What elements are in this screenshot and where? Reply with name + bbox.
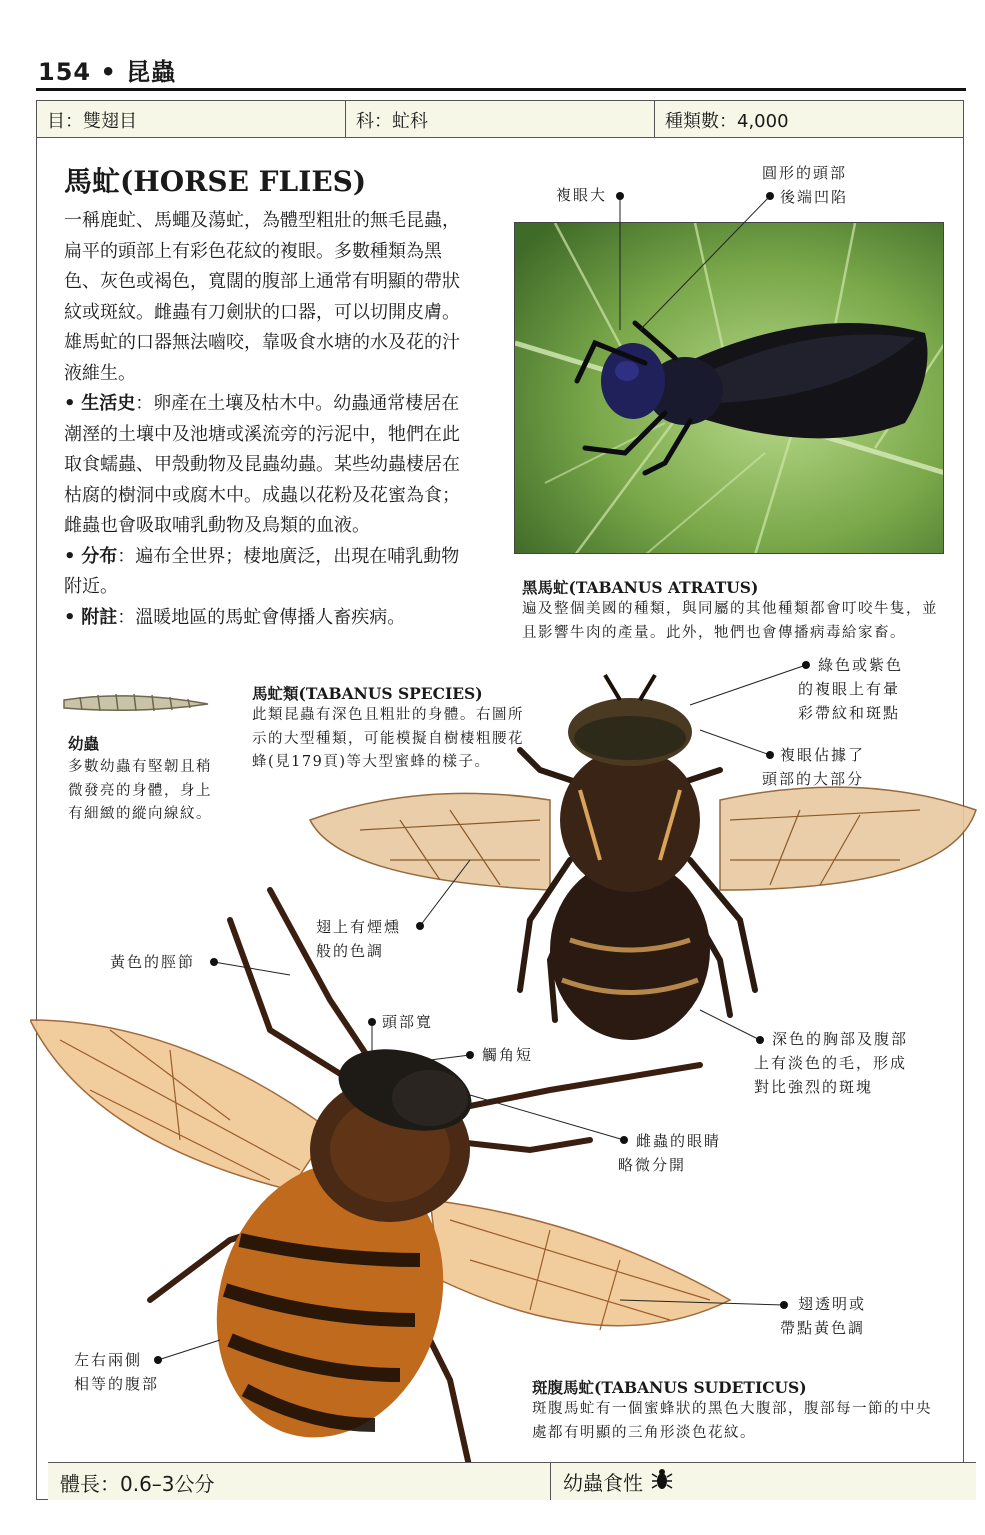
- label-antenna: 觸角短: [482, 1046, 534, 1064]
- black-fly-title: 黑馬虻(TABANUS ATRATUS): [522, 578, 759, 597]
- body-length: 體長：0.6–3公分: [48, 1463, 551, 1500]
- label-symmetric-2: 相等的腹部: [74, 1375, 160, 1393]
- life-history-text: ：卵產在土壤及枯木中。幼蟲通常棲居在潮溼的土壤中及池塘或溪流旁的污泥中，牠們在此取食蠕蟲、甲殼動物及昆蟲幼蟲。某些幼蟲棲居在枯腐的樹洞中或腐木中。成蟲以花粉及花蜜為食；雌蟲也會吸取哺乳動物及鳥類的血液。: [64, 393, 460, 536]
- label-green-eye-3: 彩帶紋和斑點: [798, 704, 901, 722]
- larva-title: 幼蟲: [68, 734, 100, 753]
- sudeticus-title: 斑腹馬虻(TABANUS SUDETICUS): [532, 1378, 807, 1397]
- label-symmetric-1: 左右兩側: [74, 1351, 143, 1369]
- bullet-icon: •: [64, 606, 76, 628]
- label-tibia: 黃色的脛節: [110, 953, 196, 971]
- species-count-cell: 種類數：4,000: [665, 111, 789, 132]
- label-thorax-3: 對比強烈的斑塊: [754, 1078, 874, 1096]
- page-number: 154: [38, 58, 92, 86]
- label-thorax-1: 深色的胸部及腹部: [772, 1030, 909, 1048]
- intro-paragraph: 一稱鹿虻、馬蠅及蕩虻，為體型粗壯的無毛昆蟲，扁平的頭部上有彩色花紋的複眼。多數種類為黑色、灰色或褐色，寬闊的腹部上通常有明顯的帶狀紋或斑紋。雌蟲有刀劍狀的口器，可以切開皮膚。雄馬虻的口器無法嚙咬，靠吸食水塘的水及花的汁液維生。: [64, 210, 460, 384]
- label-round-head-1: 圓形的頭部: [762, 164, 848, 182]
- bullet-icon: •: [64, 545, 76, 567]
- label-wing-smoke-1: 翅上有煙燻: [316, 918, 402, 936]
- label-wing-clear-1: 翅透明或: [798, 1295, 867, 1313]
- label-green-eye-1: 綠色或紫色: [818, 656, 904, 674]
- label-green-eye-2: 的複眼上有暈: [798, 680, 901, 698]
- note-text: ：溫暖地區的馬虻會傳播人畜疾病。: [117, 606, 406, 628]
- black-fly-text: 遍及整個美國的種類，與同屬的其他種類都會叮咬牛隻，並且影響牛肉的產量。此外，牠們也會傳播病毒給家畜。: [522, 601, 938, 641]
- label-eye-cover-1: 複眼佔據了: [780, 746, 866, 764]
- footer-bar: [48, 1462, 976, 1500]
- species-fly-title: 馬虻類(TABANUS SPECIES): [252, 684, 483, 703]
- distribution-label: 分布: [81, 545, 118, 567]
- order-cell: 目：雙翅目: [37, 101, 346, 137]
- label-head-wide: 頭部寬: [382, 1013, 434, 1031]
- header-separator: •: [100, 58, 117, 86]
- note-label: 附註: [81, 606, 118, 628]
- article-title: 馬虻(HORSE FLIES): [64, 165, 367, 198]
- section-name: 昆蟲: [126, 58, 177, 86]
- label-round-head-2: 後端凹陷: [780, 188, 849, 206]
- beetle-icon: [651, 1467, 673, 1496]
- label-thorax-2: 上有淡色的毛，形成: [754, 1054, 908, 1072]
- label-female-eye-1: 雌蟲的眼睛: [636, 1132, 722, 1150]
- larva-diet-label: 幼蟲食性: [563, 1471, 643, 1495]
- label-wing-smoke-2: 般的色調: [316, 942, 385, 960]
- bullet-icon: •: [64, 393, 76, 414]
- label-wing-clear-2: 帶點黃色調: [780, 1319, 866, 1337]
- label-eye-cover-2: 頭部的大部分: [762, 770, 865, 788]
- species-fly-text: 此類昆蟲有深色且粗壯的身體。右圖所示的大型種類，可能模擬自樹棲粗腰花蜂(見179頁)等大型蜜蜂的樣子。: [252, 707, 524, 770]
- larva-diet-cell: [551, 1463, 685, 1500]
- callout-dot-icon: [154, 192, 810, 1364]
- label-female-eye-2: 略微分開: [618, 1156, 687, 1174]
- larva-text: 多數幼蟲有堅韌且稍微發亮的身體，身上有細緻的縱向線紋。: [68, 759, 212, 822]
- label-large-eye: 複眼大: [556, 186, 608, 204]
- distribution-text: ：遍布全世界；棲地廣泛，出現在哺乳動物附近。: [64, 545, 460, 597]
- life-history-label: 生活史: [81, 393, 136, 414]
- sudeticus-text: 斑腹馬虻有一個蜜蜂狀的黑色大腹部，腹部每一節的中央處都有明顯的三角形淡色花紋。: [532, 1401, 932, 1441]
- family-cell: 科：虻科: [346, 101, 655, 137]
